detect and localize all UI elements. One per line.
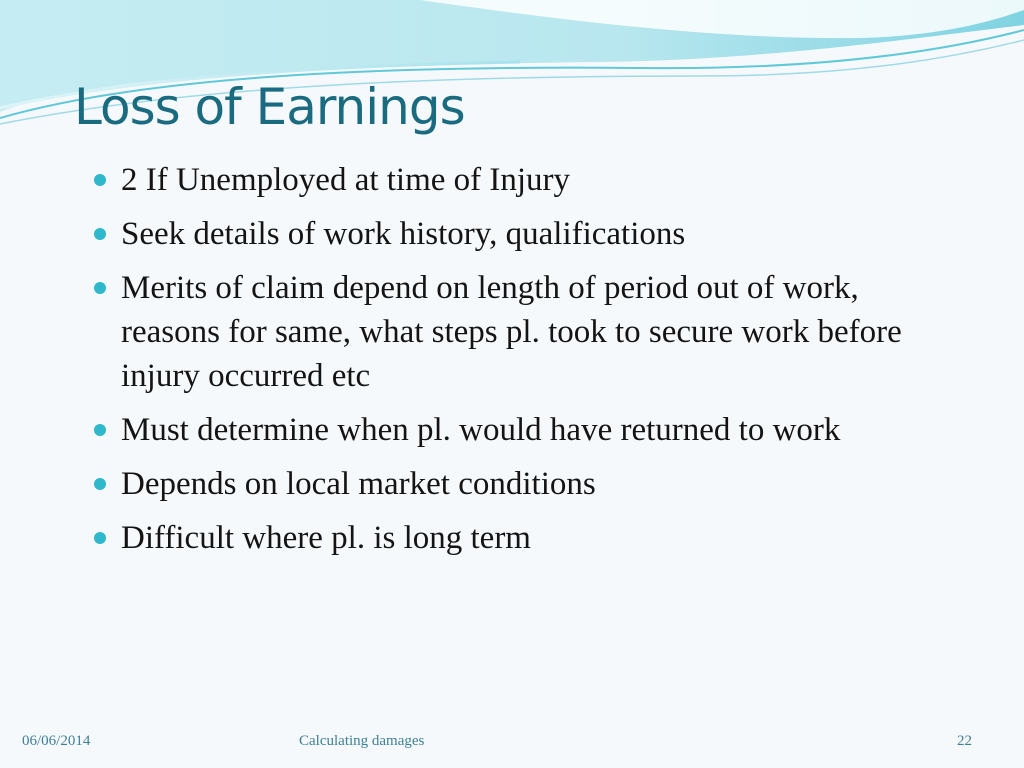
bullet-text: Seek details of work history, qualifications	[121, 216, 686, 252]
bullet-dot-icon	[94, 478, 106, 490]
bullet-text: Merits of claim depend on length of period out of work, reasons for same, what steps pl. took to secure work before injury occurred etc	[121, 270, 902, 394]
bullet-text: Depends on local market conditions	[121, 466, 596, 502]
bullet-item	[92, 408, 922, 452]
bullet-dot-icon	[94, 282, 106, 294]
bullet-item	[92, 266, 922, 398]
bullet-dot-icon	[94, 228, 106, 240]
bullet-dot-icon	[94, 174, 106, 186]
slide-title: Loss of Earnings	[74, 78, 465, 136]
slide-number: 22	[957, 733, 972, 749]
bullet-item	[92, 158, 922, 202]
bullet-text: Must determine when pl. would have returned to work	[121, 412, 841, 448]
bullet-text: Difficult where pl. is long term	[121, 520, 531, 556]
bullet-item	[92, 212, 922, 256]
bullet-item	[92, 516, 922, 560]
bullet-item	[92, 462, 922, 506]
bullet-dot-icon	[94, 424, 106, 436]
footer-title: Calculating damages	[299, 733, 425, 749]
footer-date: 06/06/2014	[22, 733, 91, 749]
bullet-dot-icon	[94, 532, 106, 544]
bullet-list	[92, 158, 922, 570]
bullet-text: 2 If Unemployed at time of Injury	[121, 162, 571, 198]
